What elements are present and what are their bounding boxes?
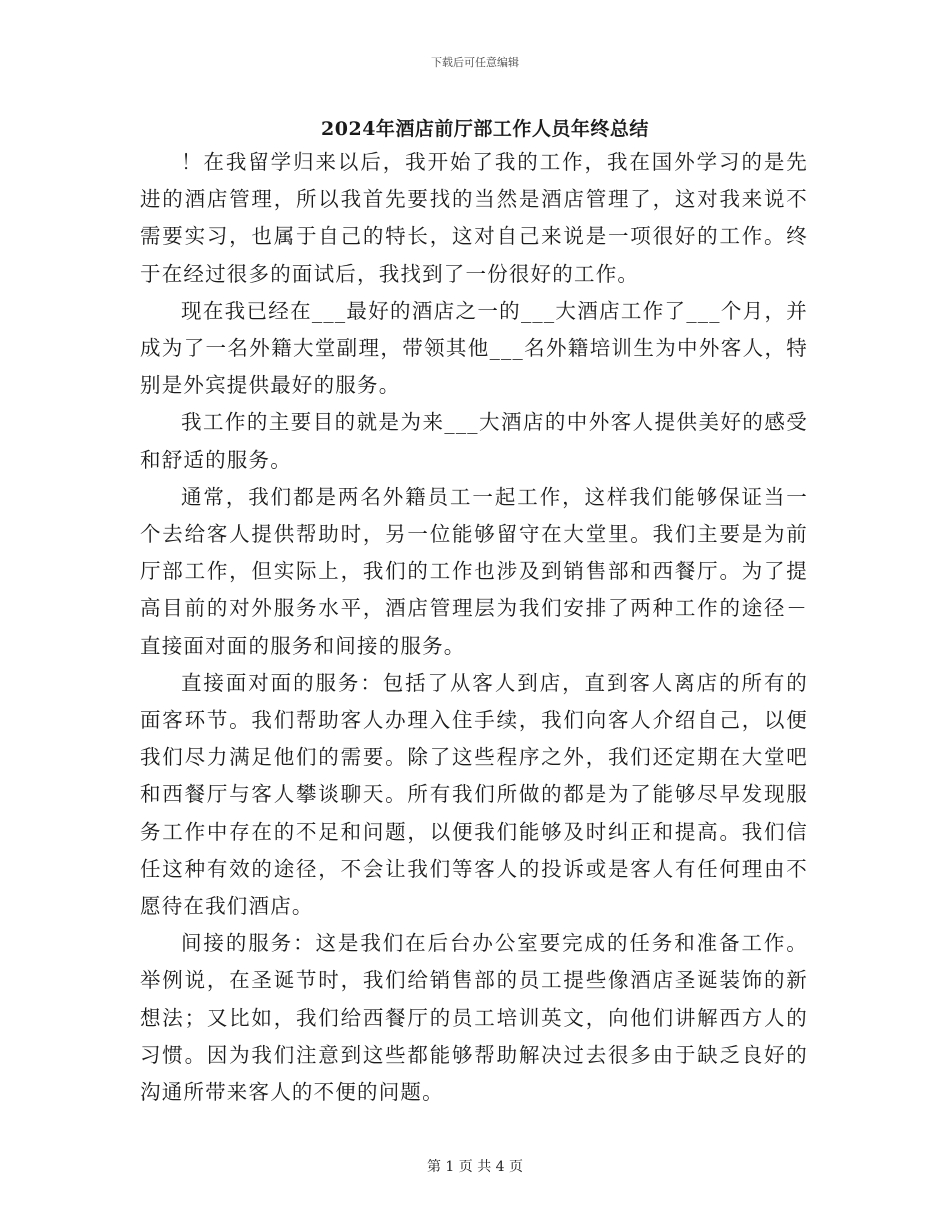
document-body (140, 144, 808, 1111)
paragraph-3: 我工作的主要目的就是为来___大酒店的中外客人提供美好的感受和舒适的服务。 (140, 410, 808, 472)
paragraph-2: 现在我已经在___最好的酒店之一的___大酒店工作了___个月，并成为了一名外籍大堂副理，带领其他___名外籍培训生为中外客人，特别是外宾提供最好的服务。 (140, 298, 808, 398)
paragraph-5: 直接面对面的服务：包括了从客人到店，直到客人离店的所有的面客环节。我们帮助客人办理入住手续，我们向客人介绍自己，以便我们尽力满足他们的需要。除了这些程序之外，我们还定期在大堂吧和西餐厅与客人攀谈聊天。所有我们所做的都是为了能够尽早发现服务工作中存在的不足和问题，以便我们能够及时纠正和提高。我们信任这种有效的途径，不会让我们等客人的投诉或是客人有任何理由不愿待在我们酒店。 (140, 670, 808, 919)
page-number: 第 1 页 共 4 页 (426, 1159, 524, 1175)
document-title: 2024年酒店前厅部工作人员年终总结 (321, 118, 649, 140)
paragraph-4: 通常，我们都是两名外籍员工一起工作，这样我们能够保证当一个去给客人提供帮助时，另一位能够留守在大堂里。我们主要是为前厅部工作，但实际上，我们的工作也涉及到销售部和西餐厅。为了提高目前的对外服务水平，酒店管理层为我们安排了两种工作的途径－直接面对面的服务和间接的服务。 (140, 484, 808, 658)
header-note: 下载后可任意编辑 (431, 56, 519, 69)
paragraph-1: ！在我留学归来以后，我开始了我的工作，我在国外学习的是先进的酒店管理，所以我首先要找的当然是酒店管理了，这对我来说不需要实习，也属于自己的特长，这对自己来说是一项很好的工作。终于在经过很多的面试后，我找到了一份很好的工作。 (140, 150, 808, 286)
paragraph-6: 间接的服务：这是我们在后台办公室要完成的任务和准备工作。举例说，在圣诞节时，我们给销售部的员工提些像酒店圣诞装饰的新想法；又比如，我们给西餐厅的员工培训英文，向他们讲解西方人的习惯。因为我们注意到这些都能够帮助解决过去很多由于缺乏良好的沟通所带来客人的不便的问题。 (140, 931, 808, 1105)
